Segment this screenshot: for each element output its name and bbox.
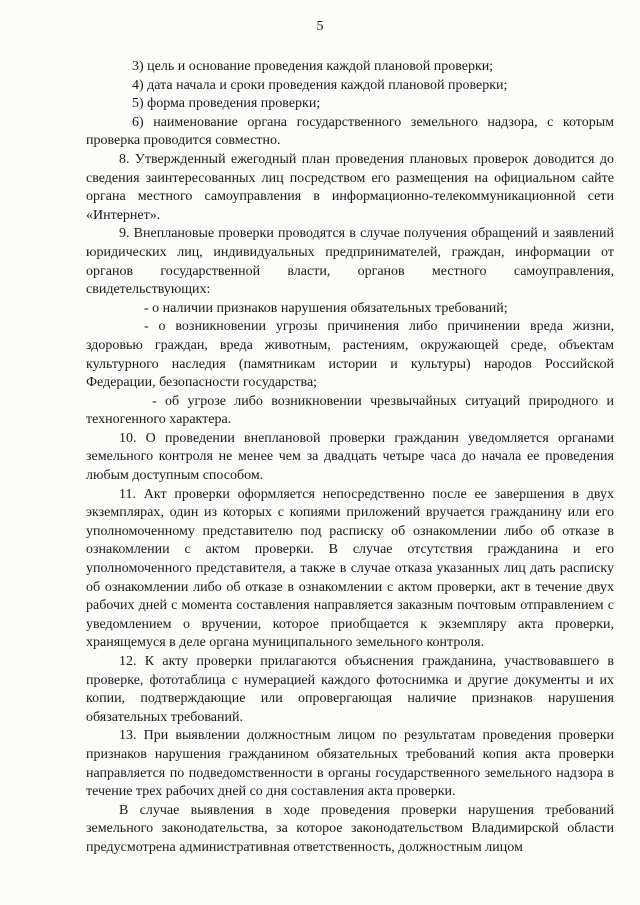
document-body [86, 58, 614, 858]
clause-11: 11. Акт проверки оформляется непосредственно после ее завершения в двух экземплярах, один из которых с копиями приложений вручается гражданину или его уполномоченному представителю под расписку об ознакомлении либо об отказе в ознакомлении с актом проверки. В случае отсутствия гражданина и его уполномоченного представителя, а также в случае отказа указанных лиц дать расписку об ознакомлении либо об отказе в ознакомлении с актом проверки, акт в течение двух рабочих дней с момента составления направляется заказным почтовым отправлением с уведомлением о вручении, которое приобщается к экземпляру акта проверки, хранящемуся в деле органа муниципального земельного контроля. [86, 486, 614, 651]
clause-9-bullet-3: - об угрозе либо возникновении чрезвычайных ситуаций природного и техногенного характера. [86, 393, 614, 428]
clause-9-bullet-1: - о наличии признаков нарушения обязательных требований; [144, 300, 508, 316]
clause-8: 8. Утвержденный ежегодный план проведения плановых проверок доводится до сведения заинтересованных лиц посредством его размещения на официальном сайте органа местного самоуправления в информационно-телекоммуникационной сети «Интернет». [86, 151, 614, 223]
clause-12: 12. К акту проверки прилагаются объяснения гражданина, участвовавшего в проверке, фототаблица с нумерацией каждого фотоснимка и другие документы и их копии, подтверждающие или опровергающая наличие признаков нарушения обязательных требований. [86, 654, 614, 725]
plan-item-4: 4) дата начала и сроки проведения каждой плановой проверки; [132, 77, 508, 93]
clause-10: 10. О проведении внеплановой проверки гражданин уведомляется органами земельного контроля не менее чем за двадцать четыре часа до начала ее проведения любым доступным способом. [86, 430, 614, 484]
plan-item-5: 5) форма проведения проверки; [132, 96, 321, 112]
clause-9: 9. Внеплановые проверки проводятся в случае получения обращений и заявлений юридических лиц, индивидуальных предпринимателей, граждан, информации от органов государственной власти, органов местного самоуправления, свидетельствующих: [86, 226, 614, 298]
plan-item-3: 3) цель и основание проведения каждой плановой проверки; [132, 59, 494, 74]
clause-13: 13. При выявлении должностным лицом по результатам проведения проверки признаков нарушения гражданином обязательных требований копия акта проверки направляется по подведомственности в органы государственного земельного надзора в течение трех рабочих дней со дня составления акта проверки. [86, 728, 614, 800]
clause-9-bullet-2: - о возникновении угрозы причинения либо причинении вреда жизни, здоровью граждан, вреда животным, растениям, окружающей среде, объектам культурного наследия (памятникам истории и культуры) народов Российской Федерации, безопасности государства; [86, 319, 614, 391]
clause-13-continuation: В случае выявления в ходе проведения проверки нарушения требований земельного законодательства, за которое законодательством Владимирской области предусмотрена административная ответственность, должностным лицом [86, 802, 614, 855]
plan-item-6: 6) наименование органа государственного земельного надзора, с которым проверка проводится совместно. [86, 114, 614, 149]
page-number: 5 [316, 19, 324, 34]
